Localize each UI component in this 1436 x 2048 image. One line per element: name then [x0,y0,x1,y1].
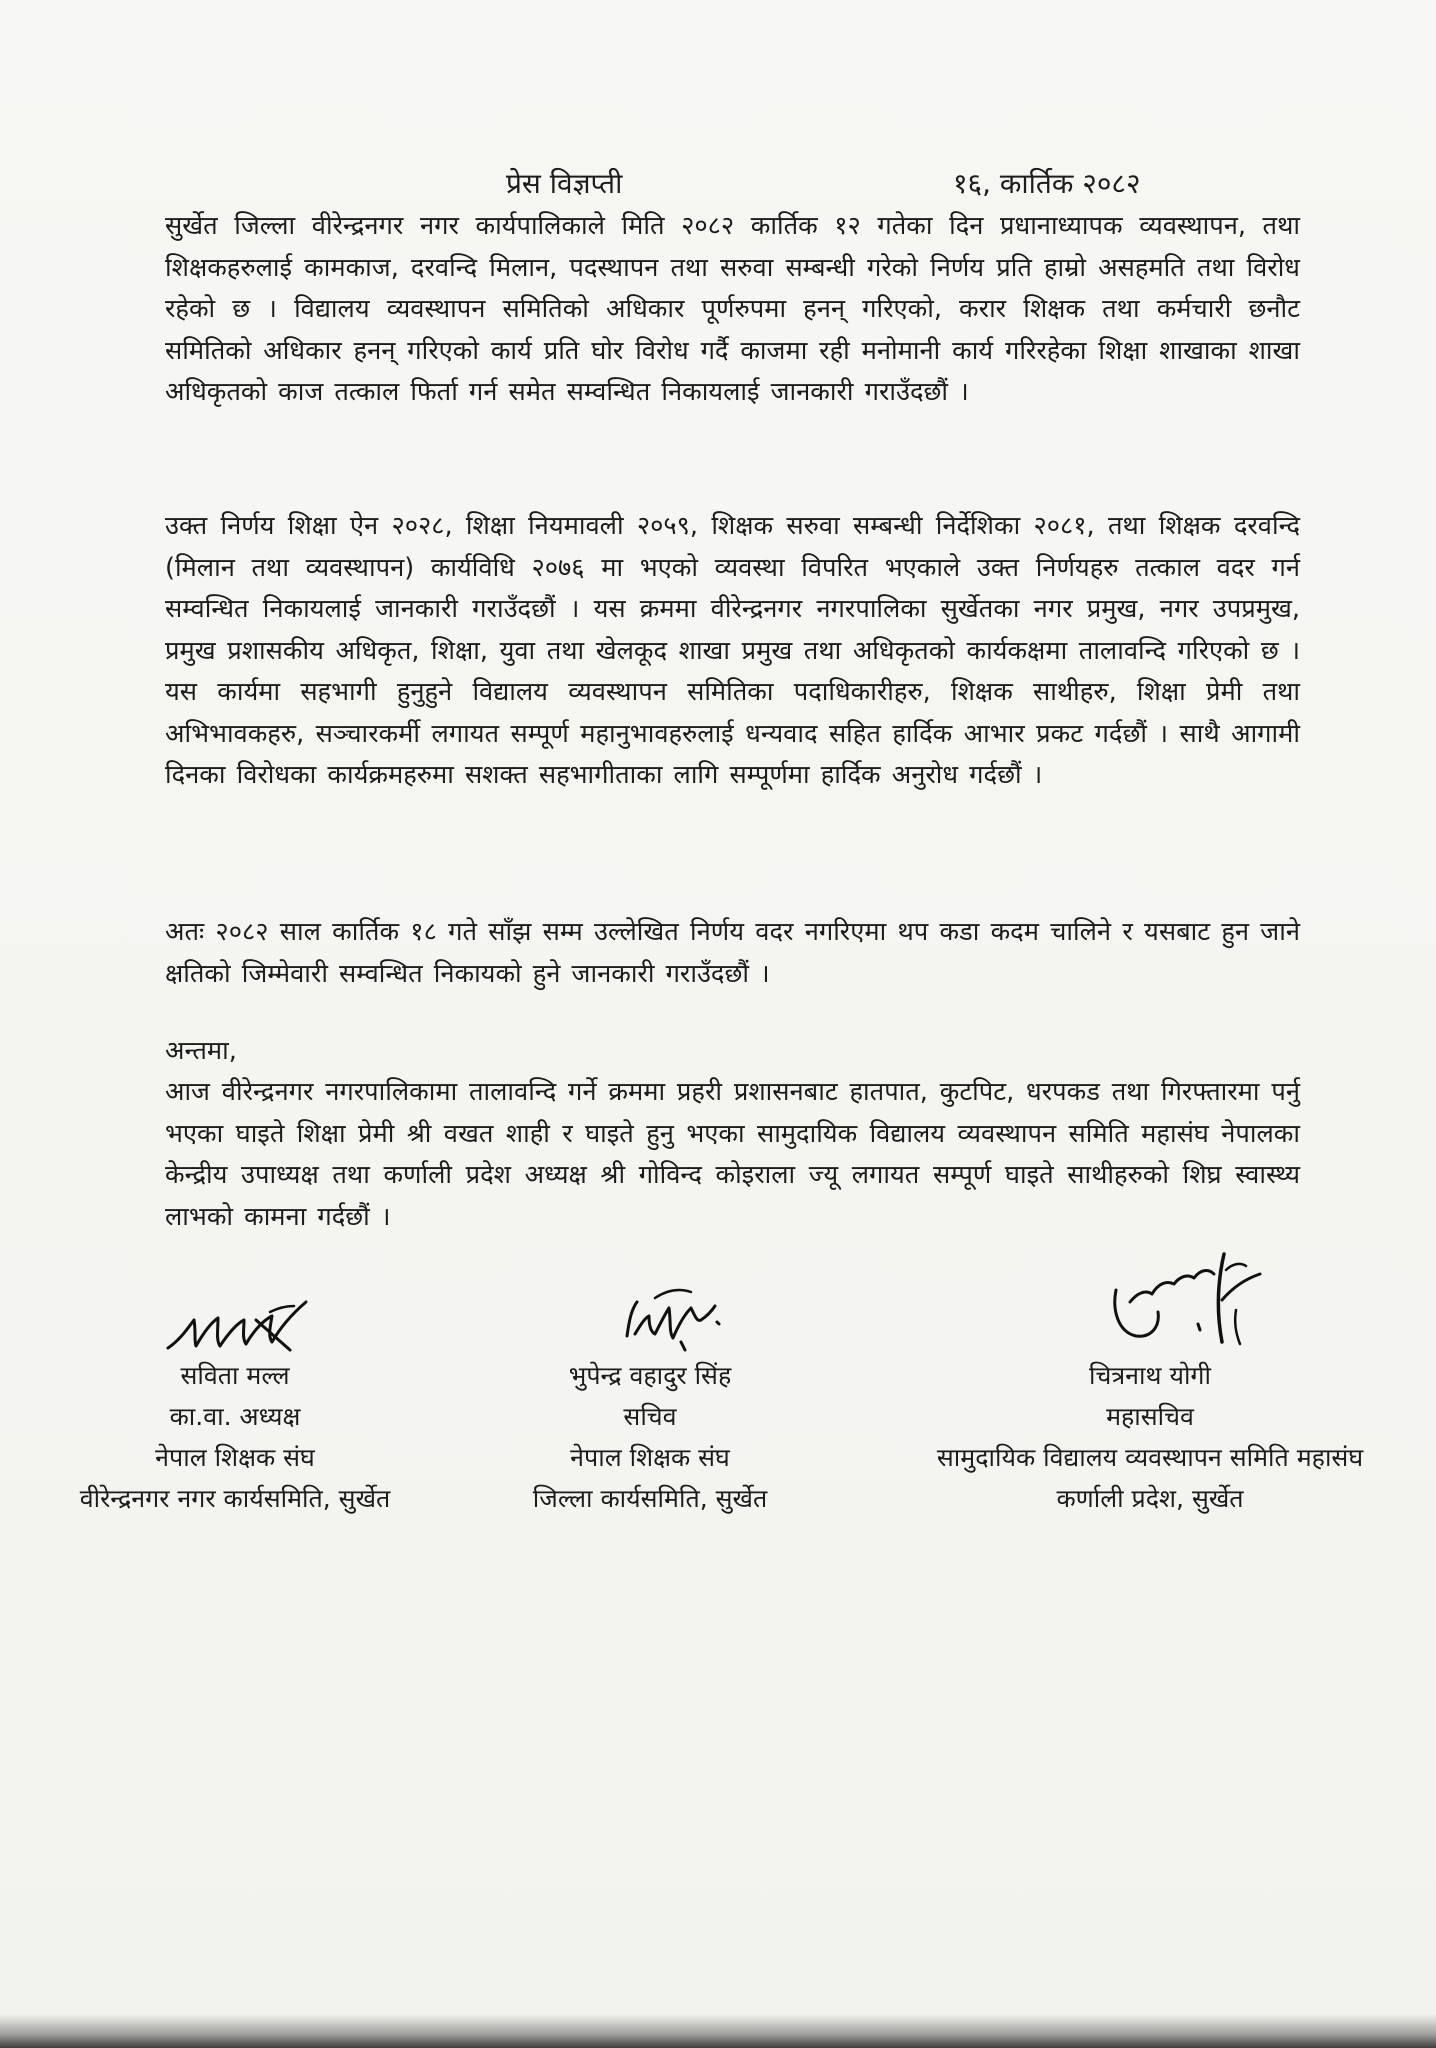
signature-3-image [1100,1240,1270,1360]
document-date: १६, कार्तिक २०८२ [953,167,1141,200]
signature-2-image [615,1278,725,1358]
paragraph-3: अतः २०८२ साल कार्तिक १८ गते साँझ सम्म उल्लेखित निर्णय वदर नगरिएमा थप कडा कदम चालिने र यसबाट हुन जाने क्षतिको जिम्मेवारी सम्वन्धित निकायको हुने जानकारी गराउँदछौं । [165,917,1300,989]
signatory-1 [20,1355,450,1519]
signatory-3-organization: सामुदायिक विद्यालय व्यवस्थापन समिति महासंघ [936,1443,1364,1472]
paragraph-4: आज वीरेन्द्रनगर नगरपालिकामा तालावन्दि गर्ने क्रममा प्रहरी प्रशासनबाट हातपात, कुटपिट, धरपकड तथा गिरफ्तारमा पर्नु भएका घाइते शिक्षा प्रेमी श्री वखत शाही र घाइते हुनु भएका सामुदायिक विद्यालय व्यवस्थापन समिति महासंघ नेपालका केन्द्रीय उपाध्यक्ष तथा कर्णाली प्रदेश अध्यक्ष श्री गोविन्द कोइराला ज्यू लगायत सम्पूर्ण घाइते साथीहरुको शिघ्र स्वास्थ्य लाभको कामना गर्दछौं । [165,1077,1300,1232]
signatory-3-name: चित्रनाथ योगी [1089,1361,1211,1390]
signatory-3 [870,1355,1430,1519]
signatory-3-position: महासचिव [1106,1402,1194,1431]
signatory-3-committee: कर्णाली प्रदेश, सुर्खेत [1056,1484,1244,1513]
signatory-2-committee: जिल्ला कार्यसमिति, सुर्खेत [532,1484,768,1513]
signatory-1-committee: वीरेन्द्रनगर नगर कार्यसमिति, सुर्खेत [79,1484,391,1513]
document-title: प्रेस विज्ञप्ती [506,167,623,200]
paragraph-2: उक्त निर्णय शिक्षा ऐन २०२८, शिक्षा नियमावली २०५९, शिक्षक सरुवा सम्बन्धी निर्देशिका २०८१, तथा शिक्षक दरवन्दि (मिलान तथा व्यवस्थापन) कार्यविधि २०७६ मा भएको व्यवस्था विपरित भएकाले उक्त निर्णयहरु तत्काल वदर गर्न सम्वन्धित निकायलाई जानकारी गराउँदछौं । यस क्रममा वीरेन्द्रनगर नगरपालिका सुर्खेतका नगर प्रमुख, नगर उपप्रमुख, प्रमुख प्रशासकीय अधिकृत, शिक्षा, युवा तथा खेलकूद शाखा प्रमुख तथा अधिकृतको कार्यकक्षमा तालावन्दि गरिएको छ । यस कार्यमा सहभागी हुनुहुने विद्यालय व्यवस्थापन समितिका पदाधिकारीहरु, शिक्षक साथीहरु, शिक्षा प्रेमी तथा अभिभावकहरु, सञ्चारकर्मी लगायत सम्पूर्ण महानुभावहरुलाई धन्यवाद सहित हार्दिक आभार प्रकट गर्दछौं । साथै आगामी दिनका विरोधका कार्यक्रमहरुमा सशक्त सहभागीताका लागि सम्पूर्णमा हार्दिक अनुरोध गर्दछौं । [165,511,1300,790]
signatory-2-position: सचिव [623,1402,677,1431]
signatory-2-organization: नेपाल शिक्षक संघ [570,1443,730,1472]
signatory-2 [490,1355,810,1519]
closing-label: अन्तमा, [165,1036,237,1066]
signature-1-image [160,1290,320,1360]
signatory-1-position: का.वा. अध्यक्ष [169,1402,301,1431]
scan-bottom-shadow [0,2014,1436,2048]
signatory-1-name: सविता मल्ल [180,1361,290,1390]
paragraph-1: सुर्खेत जिल्ला वीरेन्द्रनगर नगर कार्यपालिकाले मिति २०८२ कार्तिक १२ गतेका दिन प्रधानाध्यापक व्यवस्थापन, तथा शिक्षकहरुलाई कामकाज, दरवन्दि मिलान, पदस्थापन तथा सरुवा सम्बन्धी गरेको निर्णय प्रति हाम्रो असहमति तथा विरोध रहेको छ । विद्यालय व्यवस्थापन समितिको अधिकार पूर्णरुपमा हनन् गरिएको, करार शिक्षक तथा कर्मचारी छनौट समितिको अधिकार हनन् गरिएको कार्य प्रति घोर विरोध गर्दै काजमा रही मनोमानी कार्य गरिरहेका शिक्षा शाखाका शाखा अधिकृतको काज तत्काल फिर्ता गर्न समेत सम्वन्धित निकायलाई जानकारी गराउँदछौं । [165,211,1300,407]
signatory-1-organization: नेपाल शिक्षक संघ [155,1443,315,1472]
signatory-2-name: भुपेन्द्र वहादुर सिंह [568,1361,732,1390]
